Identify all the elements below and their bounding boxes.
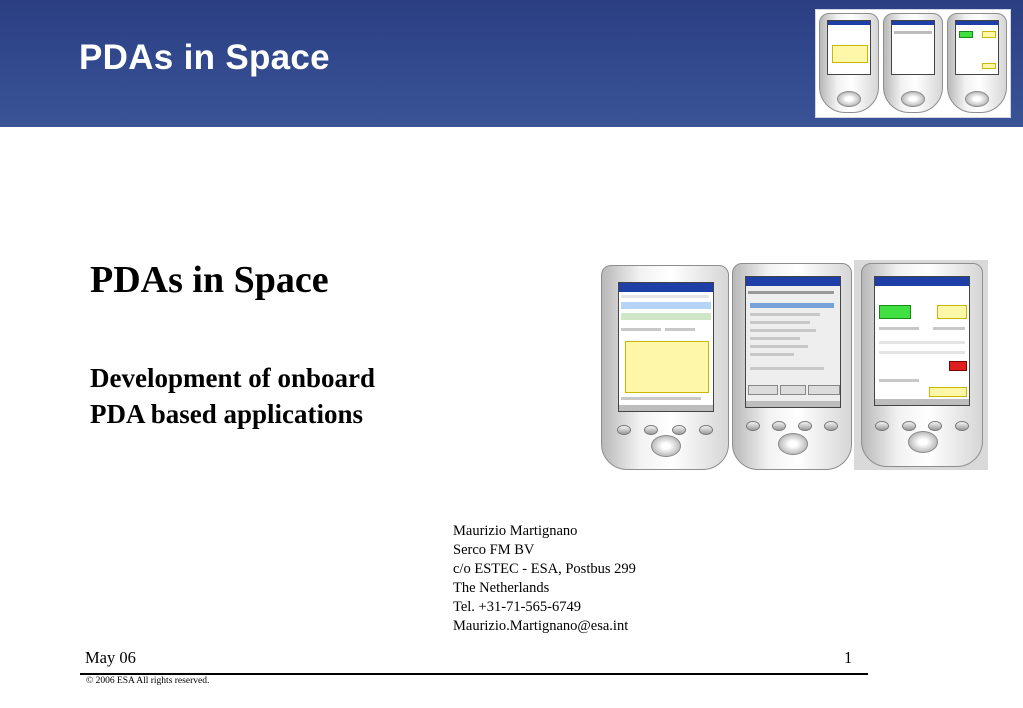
footer-copyright: © 2006 ESA All rights reserved. [86,676,210,686]
header-title: PDAs in Space [79,38,330,77]
author-country: The Netherlands [453,580,550,596]
author-company: Serco FM BV [453,542,535,558]
slide-header-band [0,0,1023,127]
thumb-pda-3 [947,13,1007,113]
footer-page-number: 1 [844,648,853,667]
pda-timer-device [861,263,983,467]
slide-subtitle [90,360,375,432]
author-name: Maurizio Martignano [453,523,578,539]
header-pda-thumbnail-image [815,9,1011,118]
slide-title: PDAs in Space [90,259,329,301]
author-phone: Tel. +31-71-565-6749 [453,599,581,615]
author-contact-block [453,522,636,636]
footer-divider [80,673,868,675]
pda-pdf-device [732,263,852,470]
subtitle-line-2: PDA based applications [90,399,364,429]
footer-date: May 06 [85,648,136,667]
subtitle-line-1: Development of onboard [90,363,375,393]
author-address: c/o ESTEC - ESA, Postbus 299 [453,561,636,577]
author-email: Maurizio.Martignano@esa.int [453,618,629,634]
thumb-pda-1 [819,13,879,113]
pda-browser-device [601,265,729,470]
pda-devices-image [601,258,988,470]
thumb-pda-2 [883,13,943,113]
